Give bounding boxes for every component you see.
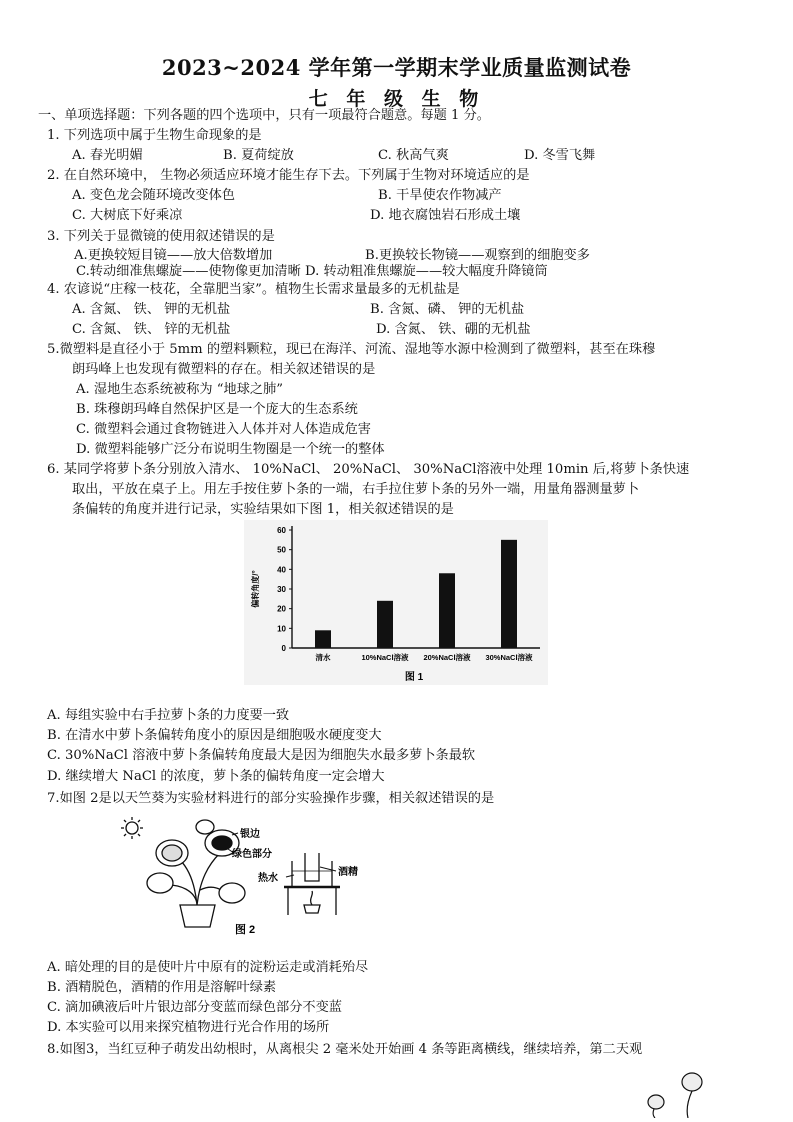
y-tick-label: 60 (277, 526, 286, 535)
q6-option-b: B. 在清水中萝卜条偏转角度小的原因是细胞吸水硬度变大 (47, 728, 382, 743)
y-tick-label: 10 (277, 624, 286, 634)
x-tick-label: 10%NaCl溶液 (361, 653, 409, 662)
exam-title: 2023~2024 学年第一学期末学业质量监测试卷 (161, 55, 632, 80)
q3-option-b: B.更换较长物镜——观察到的细胞变多 (365, 248, 590, 263)
q6-option-d: D. 继续增大 NaCl 的浓度，萝卜条的偏转角度一定会增大 (47, 769, 385, 784)
exam-subtitle: 七 年 级 生 物 (308, 88, 485, 110)
seedling-icon (648, 1073, 702, 1118)
q2-option-d: D. 地衣腐蚀岩石形成土壤 (370, 208, 521, 223)
label-green-part: 绿色部分 (232, 849, 272, 860)
q3-stem: 3. 下列关于显微镜的使用叙述错误的是 (47, 229, 275, 244)
x-tick-label: 清水 (315, 653, 331, 662)
q3-option-c: C.转动细准焦螺旋——使物像更加清晰 (76, 264, 301, 279)
q5-stem-line2: 朗玛峰上也发现有微塑料的存在。相关叙述错误的是 (72, 362, 376, 377)
q3-option-d: D. 转动粗准焦螺旋——较大幅度升降镜筒 (305, 264, 548, 279)
q6-stem-line1: 6. 某同学将萝卜条分别放入清水、 10%NaCl、 20%NaCl、 30%NaCl溶液中处理 10min 后,将萝卜条快速 (47, 462, 690, 477)
figure-3-seedlings (640, 1060, 730, 1118)
bar (315, 630, 331, 648)
q1-option-c: C. 秋高气爽 (378, 148, 449, 163)
q3-option-a: A.更换较短目镜——放大倍数增加 (74, 248, 273, 263)
y-tick-label: 30 (277, 585, 286, 594)
q7-option-d: D. 本实验可以用来探究植物进行光合作用的场所 (47, 1020, 330, 1035)
q7-option-c: C. 滴加碘液后叶片银边部分变蓝而绿色部分不变蓝 (47, 1000, 342, 1015)
q2-stem: 2. 在自然环境中， 生物必须适应环境才能生存下去。下列属于生物对环境适应的是 (47, 168, 530, 183)
bar (439, 573, 455, 648)
q7-option-a: A. 暗处理的目的是使叶片中原有的淀粉运走或消耗殆尽 (47, 960, 369, 975)
q5-option-a: A. 湿地生态系统被称为 “地球之肺” (76, 382, 284, 397)
q4-option-d: D. 含氮、 铁、硼的无机盐 (376, 322, 531, 337)
q8-stem: 8.如图3，当红豆种子萌发出幼根时，从离根尖 2 毫米处开始画 4 条等距离横线，继续培养，第二天观 (47, 1042, 643, 1057)
q7-option-b: B. 酒精脱色，酒精的作用是溶解叶绿素 (47, 980, 277, 995)
q1-option-b: B. 夏荷绽放 (223, 148, 294, 163)
figure-2-caption: 图 2 (235, 924, 256, 936)
q2-option-b: B. 干旱使农作物减产 (378, 188, 502, 203)
figure-2-illustration (110, 815, 380, 940)
q4-option-a: A. 含氮、 铁、 钾的无机盐 (72, 302, 231, 317)
label-alcohol: 酒精 (338, 867, 358, 878)
x-tick-label: 20%NaCl溶液 (423, 653, 471, 662)
q6-stem-line2: 取出，平放在桌子上。用左手按住萝卜条的一端，右手拉住萝卜条的另外一端，用量角器测量萝卜 (72, 482, 640, 497)
bar (377, 601, 393, 648)
section-heading: 一、单项选择题：下列各题的四个选项中，只有一项最符合题意。每题 1 分。 (38, 108, 490, 123)
q6-stem-line3: 条偏转的角度并进行记录，实验结果如下图 1，相关叙述错误的是 (72, 502, 454, 517)
water-bath-icon (284, 853, 340, 915)
figure-1-chart (244, 520, 548, 685)
q5-option-b: B. 珠穆朗玛峰自然保护区是一个庞大的生态系统 (76, 402, 358, 417)
q1-stem: 1. 下列选项中属于生物生命现象的是 (47, 128, 262, 143)
q6-option-a: A. 每组实验中右手拉萝卜条的力度要一致 (47, 708, 290, 723)
y-tick-label: 40 (277, 565, 286, 575)
q6-option-c: C. 30%NaCl 溶液中萝卜条偏转角度最大是因为细胞失水最多萝卜条最软 (47, 748, 476, 763)
figure-1-caption: 图 1 (404, 672, 424, 683)
q2-option-a: A. 变色龙会随环境改变体色 (72, 188, 235, 203)
q2-option-c: C. 大树底下好乘凉 (72, 208, 183, 223)
q4-option-b: B. 含氮、磷、 钾的无机盐 (370, 302, 525, 317)
q1-option-d: D. 冬雪飞舞 (524, 148, 596, 163)
y-tick-label: 20 (277, 604, 286, 614)
q4-option-c: C. 含氮、 铁、 锌的无机盐 (72, 322, 231, 337)
label-silver-edge: 银边 (240, 829, 260, 840)
y-axis-label: 偏转角度/° (251, 570, 260, 608)
q5-stem-line1: 5.微塑料是直径小于 5mm 的塑料颗粒，现已在海洋、河流、湿地等水源中检测到了微塑料，甚至在珠穆 (47, 342, 656, 357)
x-tick-label: 30%NaCl溶液 (485, 653, 533, 662)
y-tick-label: 50 (277, 545, 286, 555)
label-hot-water: 热水 (258, 873, 278, 884)
q5-option-c: C. 微塑料会通过食物链进入人体并对人体造成危害 (76, 422, 371, 437)
bar-chart-svg (244, 520, 548, 685)
bar (501, 540, 517, 648)
y-tick-label: 0 (281, 644, 286, 653)
q7-stem: 7.如图 2是以天竺葵为实验材料进行的部分实验操作步骤，相关叙述错误的是 (47, 791, 495, 806)
q5-option-d: D. 微塑料能够广泛分布说明生物圈是一个统一的整体 (76, 442, 385, 457)
sun-icon (121, 817, 143, 839)
q1-option-a: A. 春光明媚 (72, 148, 143, 163)
q4-stem: 4. 农谚说“庄稼一枝花，全靠肥当家”。植物生长需求量最多的无机盐是 (47, 282, 460, 297)
geranium-plant-icon (147, 820, 245, 927)
